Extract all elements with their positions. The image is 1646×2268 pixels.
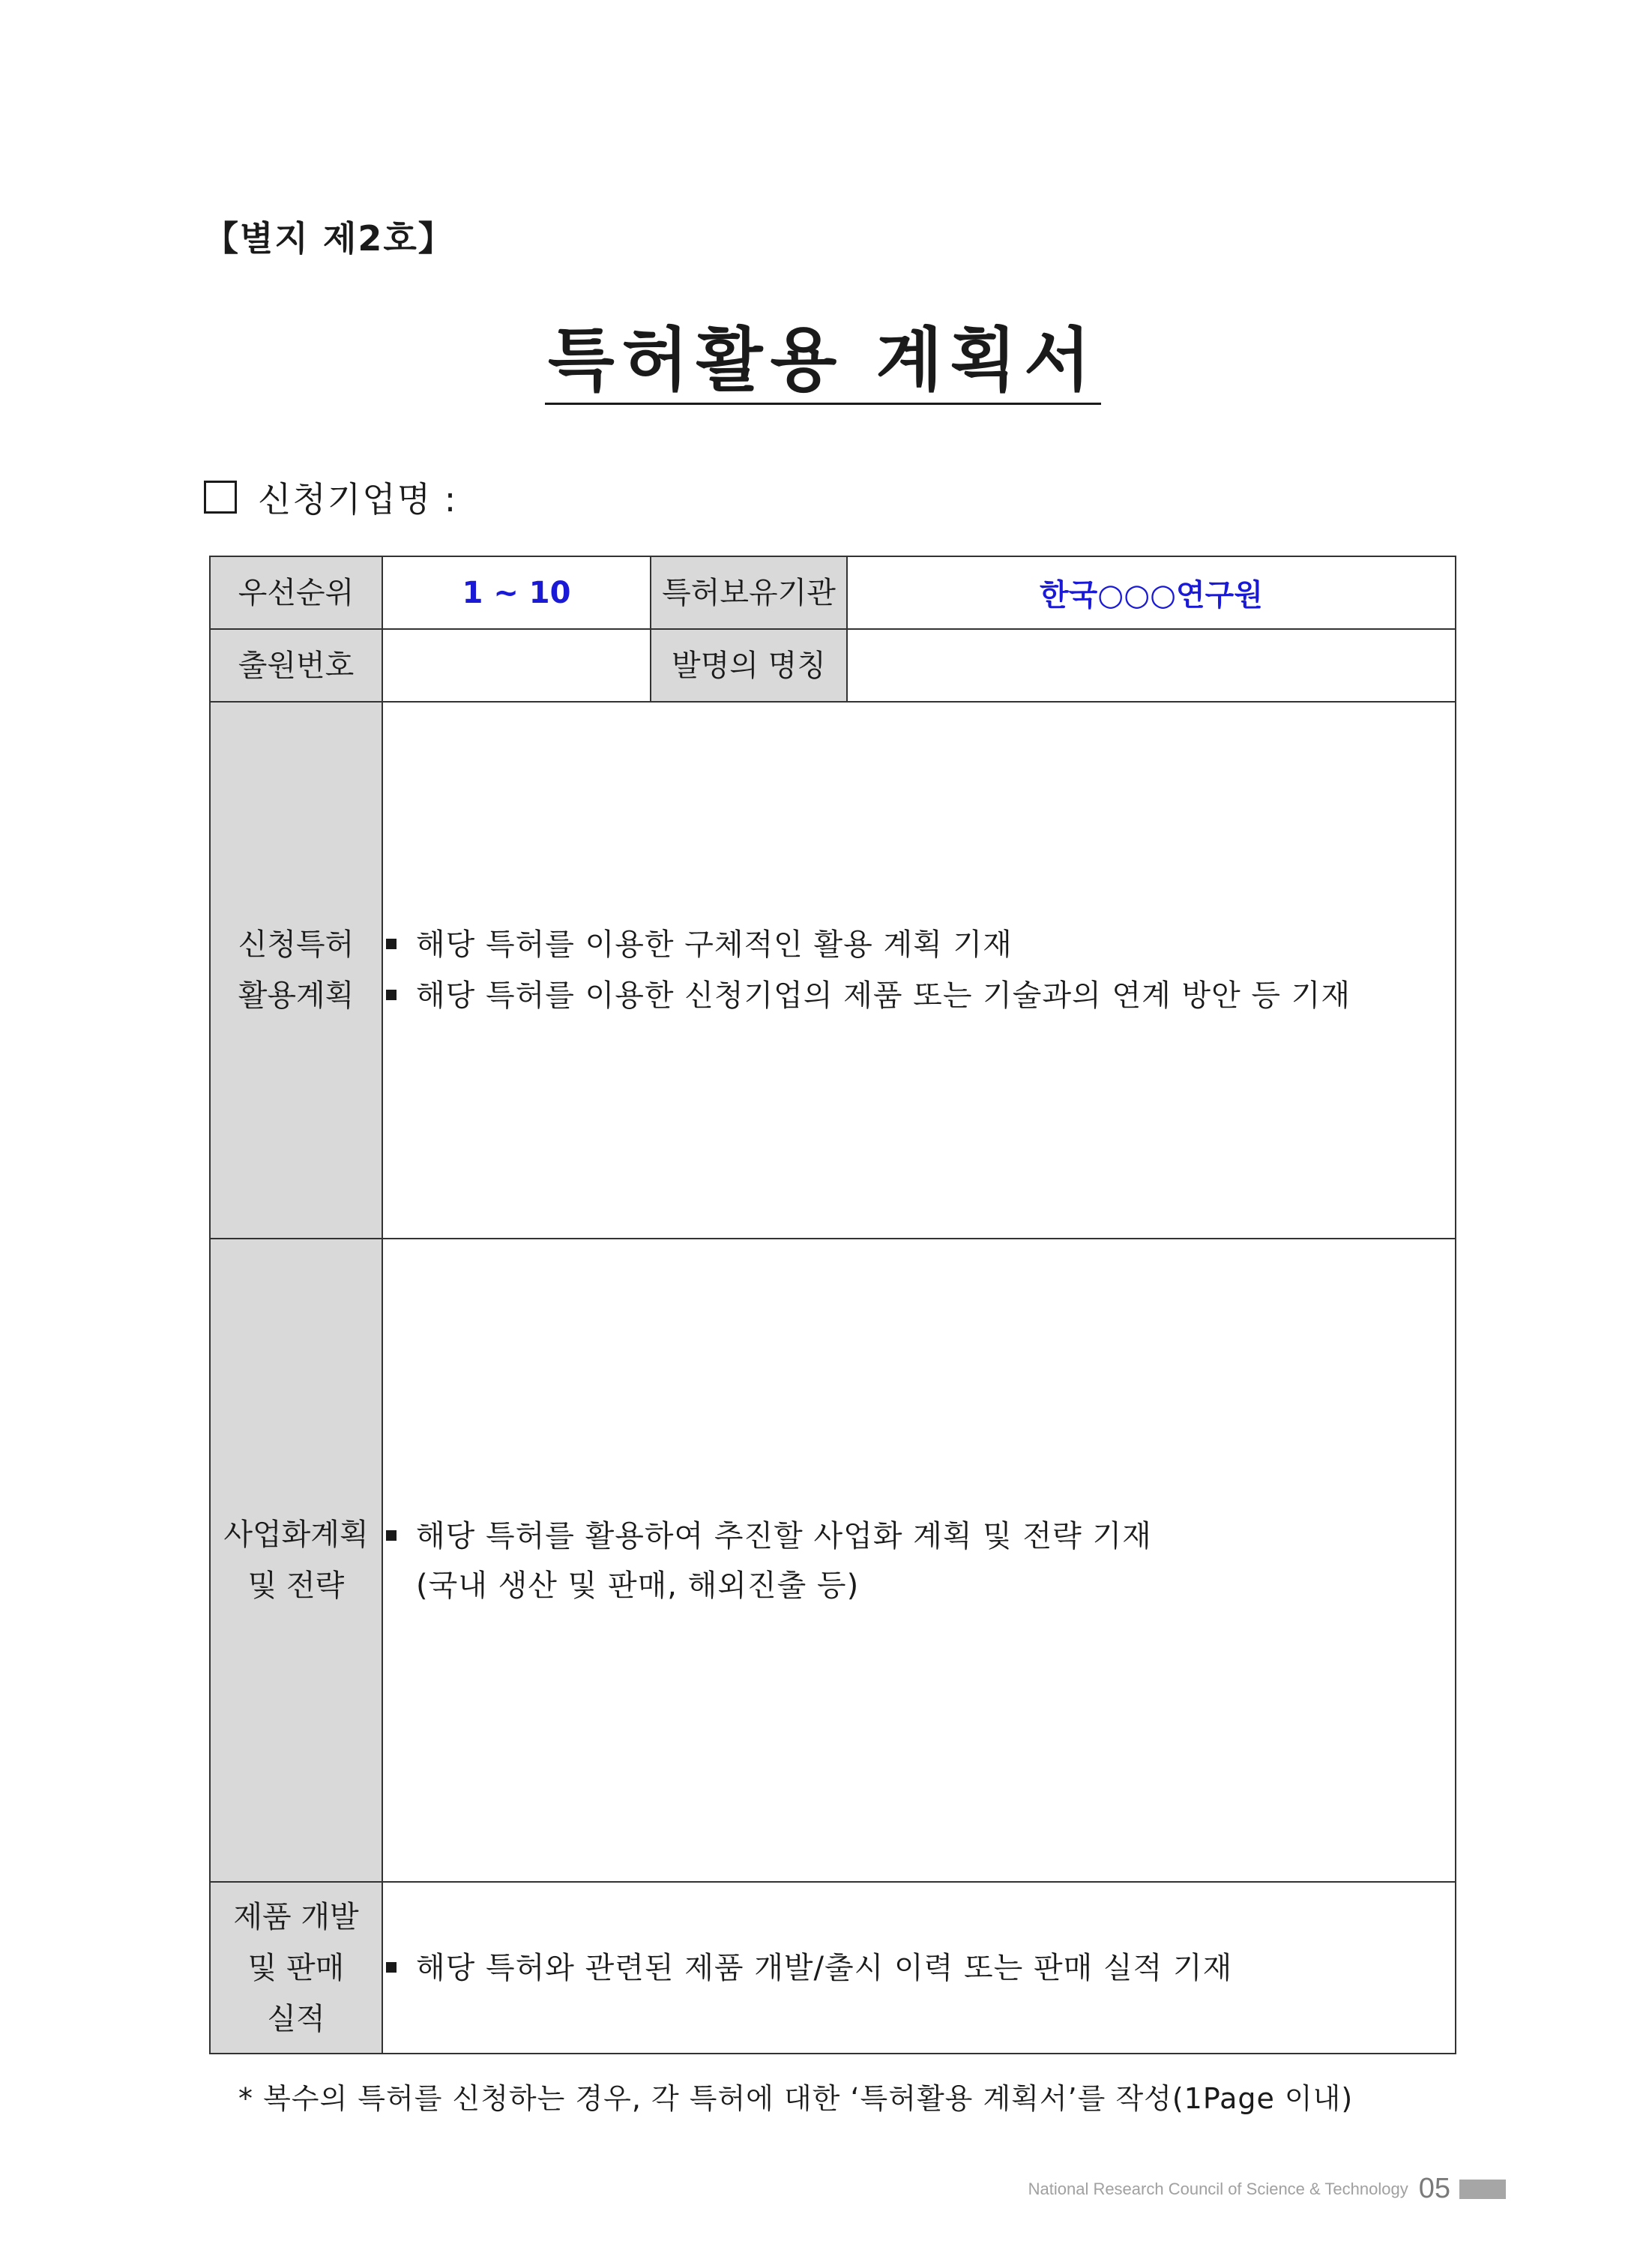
- plan-label-line1: 신청특허: [238, 927, 355, 962]
- commercial-bullet: 해당 특허를 활용하여 추진할 사업화 계획 및 전략 기재: [383, 1511, 1455, 1562]
- title-wrap: [0, 322, 1646, 405]
- application-number-label: 출원번호: [210, 629, 382, 702]
- commercial-label: [210, 1239, 382, 1882]
- footer-org-name: National Research Council of Science & Technology: [1028, 2179, 1408, 2198]
- plan-bullet-2: 해당 특허를 이용한 신청기업의 제품 또는 기술과의 연계 방안 등 기재: [383, 970, 1455, 1021]
- invention-title-value[interactable]: [847, 629, 1456, 702]
- table-row: [210, 629, 1456, 702]
- commercial-content[interactable]: [382, 1239, 1456, 1882]
- plan-form-table: [209, 556, 1456, 2054]
- page-number: 05: [1418, 2173, 1450, 2204]
- table-row: [210, 556, 1456, 629]
- product-label-line1: 제품 개발: [233, 1899, 359, 1934]
- product-label-line2: 및 판매: [247, 1950, 345, 1985]
- product-content[interactable]: [382, 1882, 1456, 2054]
- commercial-sub-note: (국내 생산 및 판매, 해외진출 등): [416, 1568, 860, 1603]
- plan-label: [210, 702, 382, 1239]
- invention-title-label: 발명의 명칭: [651, 629, 847, 702]
- checkbox-icon[interactable]: [204, 481, 237, 514]
- holder-label: 특허보유기관: [651, 556, 847, 629]
- footnote: * 복수의 특허를 신청하는 경우, 각 특허에 대한 ‘특허활용 계획서’를 작성(1Page 이내): [238, 2082, 1354, 2115]
- plan-content[interactable]: [382, 702, 1456, 1239]
- holder-value[interactable]: 한국○○○연구원: [847, 556, 1456, 629]
- commercial-label-line2: 및 전략: [247, 1568, 345, 1603]
- priority-value[interactable]: 1 ~ 10: [382, 556, 651, 629]
- plan-bullet-1: 해당 특허를 이용한 구체적인 활용 계획 기재: [383, 919, 1455, 970]
- product-bullet: 해당 특허와 관련된 제품 개발/출시 이력 또는 판매 실적 기재: [383, 1943, 1455, 1994]
- application-number-value[interactable]: [382, 629, 651, 702]
- product-label-line3: 실적: [267, 2001, 325, 2036]
- applicant-row: [204, 472, 457, 522]
- table-row: [210, 1882, 1456, 2054]
- table-row: [210, 1239, 1456, 1882]
- commercial-label-line1: 사업화계획: [223, 1517, 369, 1552]
- applicant-label: 신청기업명 :: [258, 479, 458, 520]
- product-label: [210, 1882, 382, 2054]
- priority-label: 우선순위: [210, 556, 382, 629]
- table-row: [210, 702, 1456, 1239]
- document-title: 특허활용 계획서: [545, 322, 1101, 405]
- page-footer: [1028, 2173, 1506, 2205]
- plan-label-line2: 활용계획: [238, 978, 355, 1013]
- footer-bar-decoration: [1459, 2180, 1506, 2199]
- annex-label: 【별지 제2호】: [204, 218, 454, 259]
